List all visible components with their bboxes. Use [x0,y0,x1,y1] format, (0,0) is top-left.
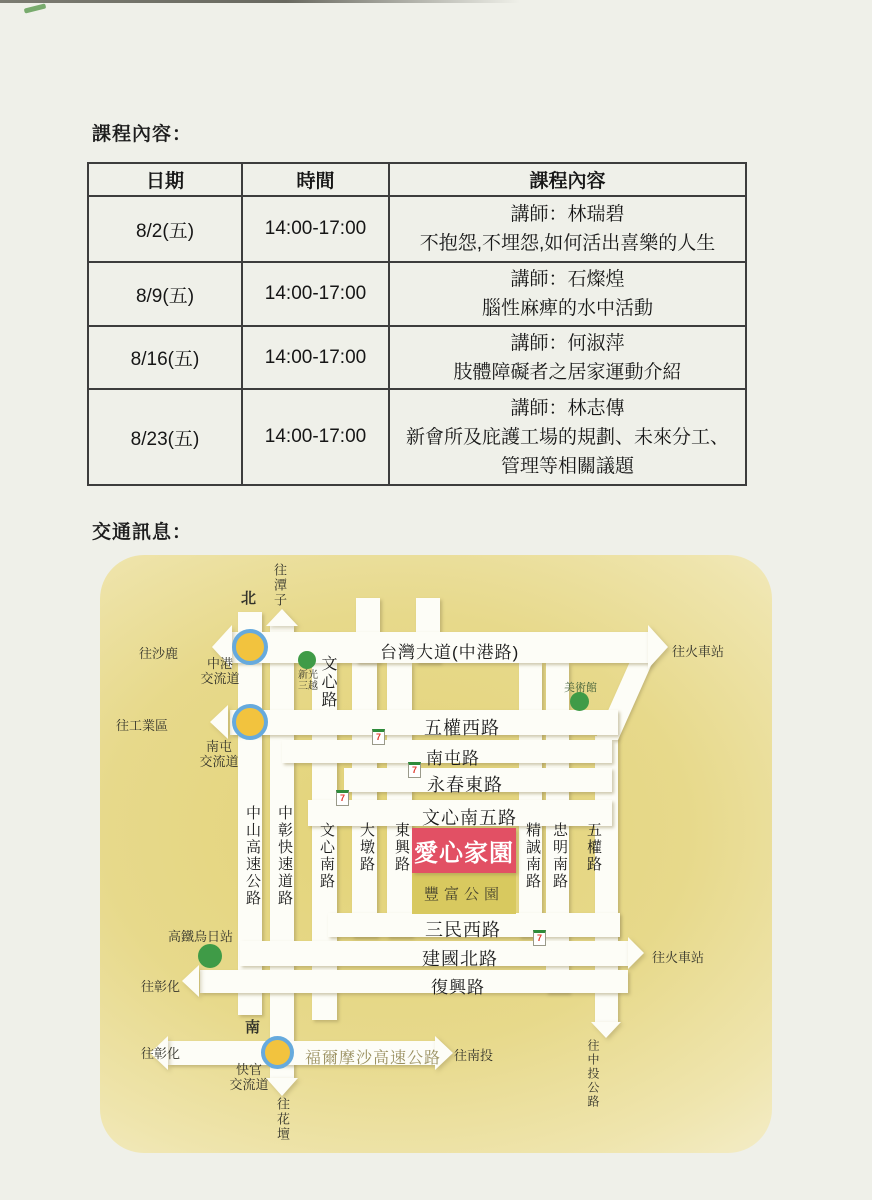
course-content-heading: 課程內容： [92,124,193,145]
arrow-right-train-station-2-icon [628,937,644,969]
time-cell: 14:00-17:00 [242,262,389,326]
label-jingcheng-s: 精誠南路 [524,822,541,890]
course-cell [389,326,746,389]
time-cell: 14:00-17:00 [242,389,389,485]
label-dadun: 大墩路 [358,822,375,873]
fengfu-park: 豐富公園 [412,873,516,914]
seven-eleven-icon: 7 [372,729,385,745]
label-sanmin-w: 三民西路 [425,920,501,940]
label-to-tanzi: 往潭子 [271,563,286,608]
label-north: 北 [241,589,257,607]
label-wuquan-rd: 五權路 [585,822,602,873]
traffic-map [100,555,772,1153]
label-art-museum: 美術館 [564,681,597,694]
label-to-nantou: 往南投 [454,1049,494,1064]
label-line: 中港 [206,657,233,672]
date-cell: 8/2(五) [88,196,242,262]
header-time: 時間 [242,163,389,196]
label-to-zhongtou-hwy: 往中投公路 [586,1039,600,1109]
label-nantun-interchange [194,740,244,770]
hsr-wuri-station-dot [198,944,222,968]
label-fuxing: 復興路 [431,978,485,997]
label-wenxin-s: 文心南路 [318,822,335,890]
destination-aixin-home: 愛心家園 [412,828,516,873]
label-to-train-station-top: 往火車站 [672,645,725,660]
label-line: 快官 [235,1063,262,1078]
course-schedule-table [87,162,747,486]
label-to-changhua-fuxing: 往彰化 [141,980,181,995]
course-cell [389,262,746,326]
arrow-up-tanzi-icon [266,609,298,626]
label-to-train-station-jianguo: 往火車站 [652,951,705,966]
time-cell: 14:00-17:00 [242,196,389,262]
header-course: 課程內容 [389,163,746,196]
label-nantun-rd: 南屯路 [426,749,480,768]
label-to-huatan: 往花壇 [274,1097,289,1142]
label-wuquan-w: 五權西路 [424,718,500,738]
arrow-left-changhua-1-icon [182,965,199,997]
label-taiwan-boulevard: 台灣大道(中港路) [380,643,520,662]
scan-artifact-green-mark [24,3,47,13]
lecturer-line: 講師：石燦煌 [510,269,625,290]
label-line: 交流道 [200,672,240,687]
date-cell: 8/16(五) [88,326,242,389]
label-line: 交流道 [199,755,239,770]
topic-line: 肢體障礙者之居家運動介紹 [453,361,682,383]
table-row [88,389,746,485]
shinkong-mitsukoshi-dot [298,651,316,669]
table-row [88,196,746,262]
label-wenxin: 文心路 [319,655,336,709]
table-row [88,262,746,326]
label-to-shalu: 往沙鹿 [139,647,179,662]
label-zhongshan-highway: 中山高速公路 [244,805,261,907]
course-cell [389,196,746,262]
seven-eleven-icon: 7 [533,930,546,946]
course-cell [389,389,746,485]
label-to-changhua-freeway: 往彰化 [141,1047,181,1062]
traffic-info-heading: 交通訊息： [92,522,193,543]
label-wenxin-s5: 文心南五路 [422,808,517,828]
label-line: 交流道 [229,1078,269,1093]
seven-eleven-icon: 7 [408,762,421,778]
label-line: 南屯 [205,740,232,755]
lecturer-line: 講師：林瑞碧 [510,204,625,225]
table-header-row [88,163,746,196]
arrow-down-zhongtou-icon [591,1022,621,1038]
lecturer-line: 講師：林志傳 [510,397,625,419]
topic-line: 新會所及庇護工場的規劃、未來分工、 [405,426,729,448]
label-line: 新光 [298,670,318,681]
label-zhonggang-interchange [196,657,244,687]
topic-line: 腦性麻痺的水中活動 [481,298,653,319]
label-zhongming-s: 忠明南路 [551,822,568,890]
label-zhongzhang-expressway: 中彰快速道路 [276,805,293,907]
scan-artifact-line [0,0,520,3]
seven-eleven-icon: 7 [336,790,349,806]
topic-line-2: 管理等相關議題 [500,455,634,477]
label-dongxing: 東興路 [393,822,410,873]
label-kuaiguan-interchange [226,1063,272,1093]
nantun-interchange-marker [232,704,268,740]
label-jianguo-n: 建國北路 [422,949,498,969]
label-shinkong-mitsukoshi [294,670,322,692]
topic-line: 不抱怨,不埋怨,如何活出喜樂的人生 [419,233,716,254]
lecturer-line: 講師：何淑萍 [510,332,625,354]
label-yongchun-e: 永春東路 [427,775,503,795]
table-row [88,326,746,389]
header-date: 日期 [88,163,242,196]
label-south: 南 [245,1018,261,1036]
date-cell: 8/23(五) [88,389,242,485]
label-hsr-wuri-station: 高鐵烏日站 [168,930,234,945]
road-fuxing [200,970,628,993]
label-to-industrial-area: 往工業區 [116,719,169,734]
date-cell: 8/9(五) [88,262,242,326]
arrow-right-train-station-icon [648,625,668,669]
time-cell: 14:00-17:00 [242,326,389,389]
label-line: 三越 [298,681,318,692]
label-formosa-freeway: 福爾摩沙高速公路 [305,1050,442,1067]
arrow-left-industrial-icon [210,705,228,739]
